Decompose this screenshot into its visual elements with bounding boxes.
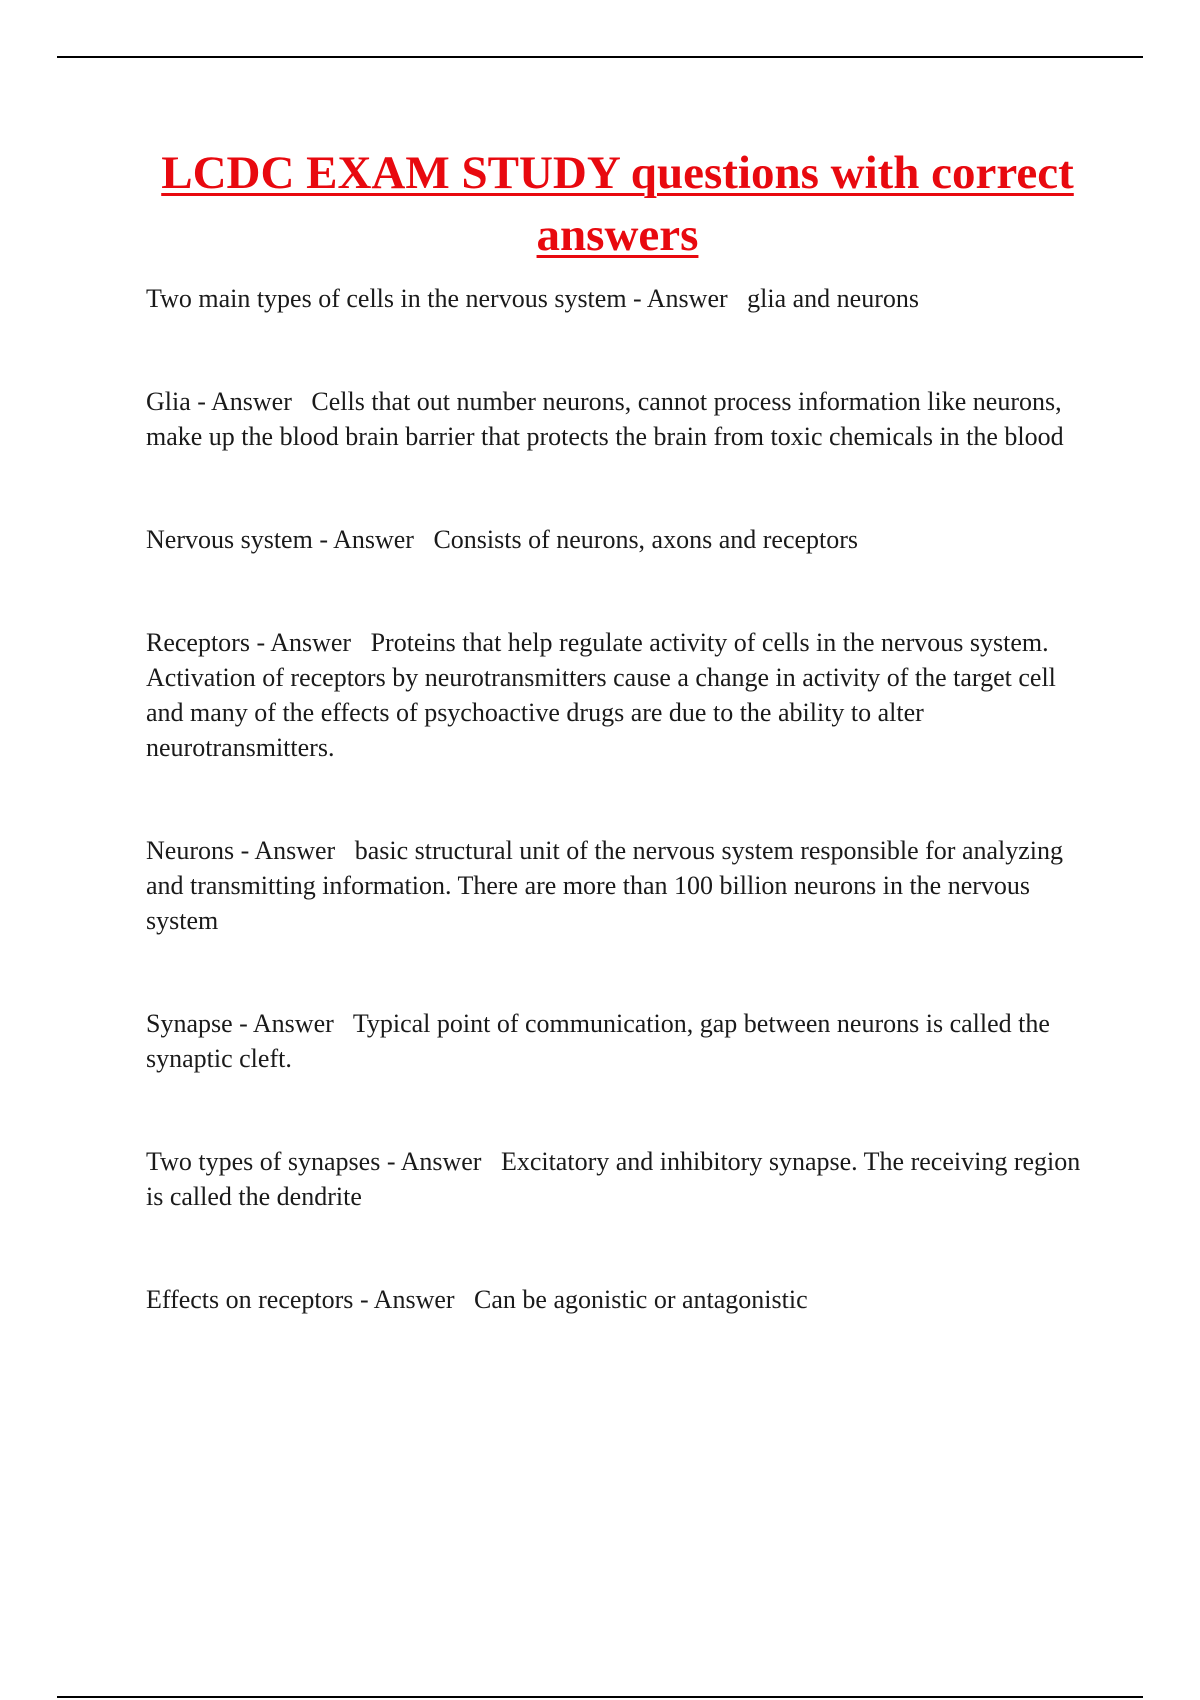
qa-answer: Consists of neurons, axons and receptors [433,525,859,554]
qa-term: Receptors [146,628,250,657]
qa-answer-label: Answer [400,1147,482,1176]
qa-item [146,833,1096,938]
qa-term: Effects on receptors [146,1285,354,1314]
qa-answer-label: Answer [646,284,728,313]
qa-term: Two types of synapses [146,1147,381,1176]
qa-answer-label: Answer [254,836,336,865]
qa-answer: Typical point of communication, gap between neurons is called the synaptic cleft. [146,1009,1050,1073]
qa-item [146,1006,1096,1076]
qa-answer: Cells that out number neurons, cannot process information like neurons, make up the blood brain barrier that protects the brain from toxic chemicals in the blood [146,387,1064,451]
qa-term: Neurons [146,836,235,865]
qa-term: Glia [146,387,191,416]
qa-term: Synapse [146,1009,233,1038]
qa-list [146,281,1096,1385]
qa-separator: - [626,284,647,313]
qa-item [146,281,1096,316]
qa-term: Nervous system [146,525,313,554]
qa-item [146,522,1096,557]
qa-item [146,1282,1096,1317]
qa-answer-label: Answer [270,628,352,657]
qa-separator: - [234,836,255,865]
qa-separator: - [353,1285,374,1314]
qa-separator: - [232,1009,253,1038]
qa-item [146,384,1096,454]
qa-item [146,625,1096,765]
qa-answer-label: Answer [333,525,414,554]
qa-answer-label: Answer [252,1009,334,1038]
qa-separator: - [249,628,271,657]
qa-answer: glia and neurons [747,284,919,313]
qa-answer-label: Answer [373,1285,455,1314]
qa-answer: Can be agonistic or antagonistic [474,1285,808,1314]
qa-answer: Excitatory and inhibitory synapse. The receiving region is called the dendrite [146,1147,1081,1211]
document-title: LCDC EXAM STUDY questions with correct answers [161,147,1074,261]
qa-separator: - [312,525,334,554]
qa-term: Two main types of cells in the nervous system [146,284,627,313]
qa-answer-label: Answer [211,387,292,416]
bottom-rule [57,1696,1143,1698]
qa-item [146,1144,1096,1214]
top-rule [57,56,1143,58]
qa-separator: - [190,387,211,416]
qa-answer: Proteins that help regulate activity of cells in the nervous system. Activation of receptors by neurotransmitters cause a change in activity of the target cell and many of the effects of psychoactive drugs are due to the ability to alter neurotransmitters. [146,628,1056,762]
qa-answer: basic structural unit of the nervous system responsible for analyzing and transmitting information. There are more than 100 billion neurons in the nervous system [146,836,1064,935]
qa-separator: - [380,1147,401,1176]
